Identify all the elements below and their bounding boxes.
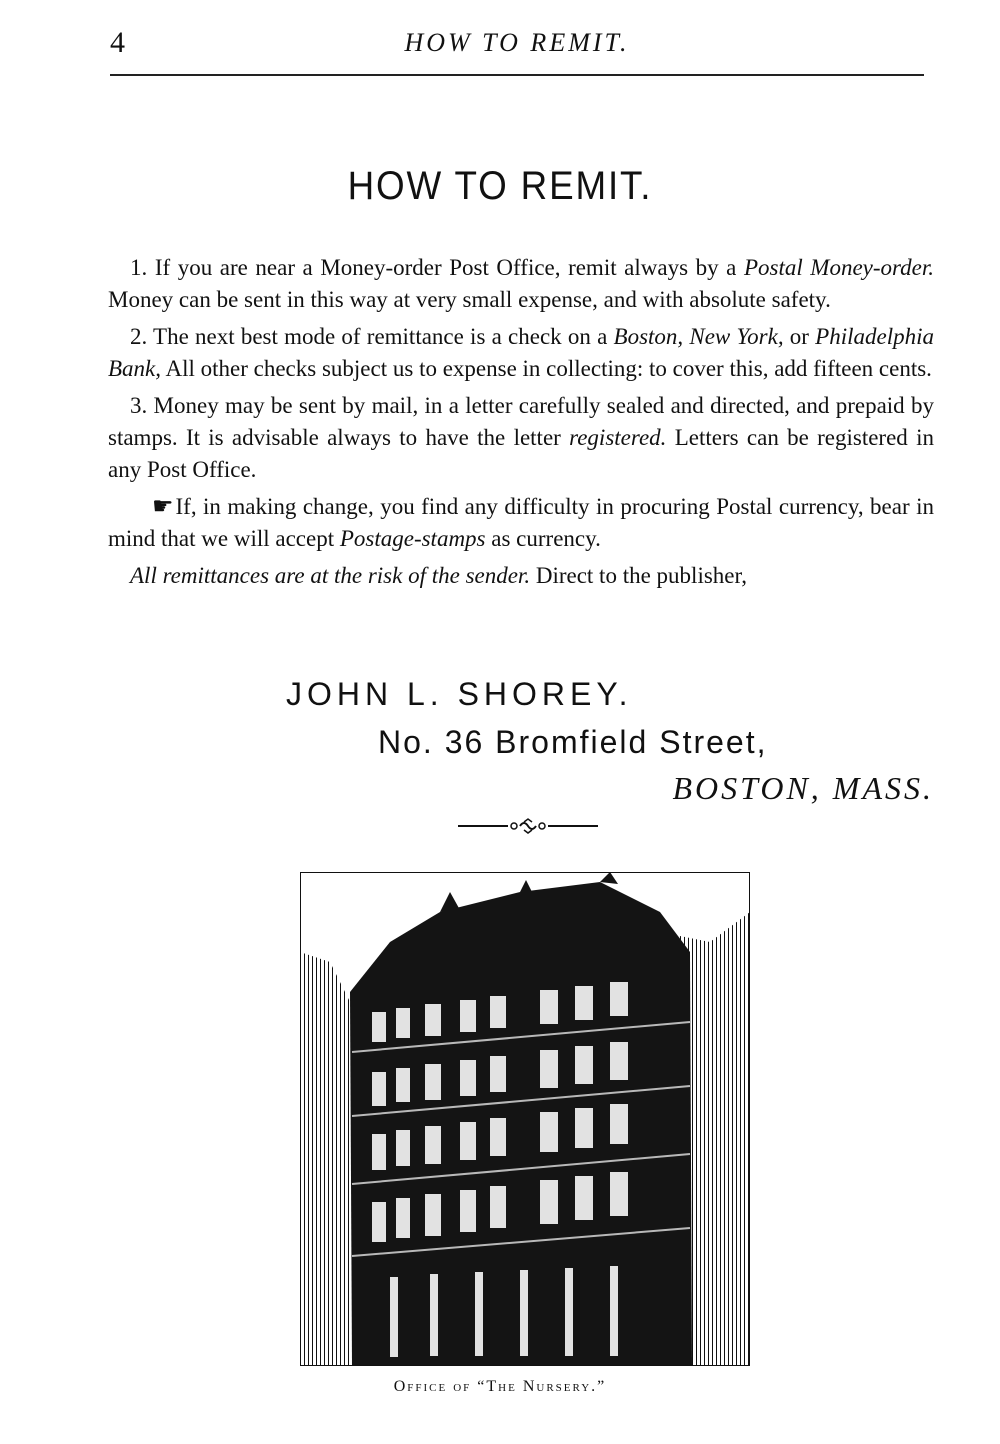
p2-italic-cities: Boston, New York,	[613, 324, 784, 349]
illustration-caption: Office of “The Nursery.”	[393, 1378, 607, 1395]
p4-text: If, in making change, you find any difficulty in procuring Postal currency, bear in mind that we will accept	[108, 494, 934, 551]
publisher-street: No. 36 Bromfield Street,	[378, 724, 768, 760]
page-title: HOW TO REMIT.	[347, 164, 653, 208]
p1-text: 1. If you are near a Money-order Post Office, remit always by a	[130, 255, 744, 280]
p5-text: Direct to the publisher,	[530, 563, 747, 588]
p1-italic: Postal Money-order.	[743, 255, 934, 280]
p5-italic: All remittances are at the risk of the sender.	[130, 563, 531, 588]
remit-instructions	[108, 252, 934, 597]
ornament-divider-icon	[458, 818, 598, 834]
page-number: 4	[110, 26, 125, 59]
paragraph-check	[108, 321, 934, 385]
publisher-name: JOHN L. SHOREY.	[286, 676, 633, 712]
p4-italic: Postage-stamps	[339, 526, 486, 551]
p2-or: or	[783, 324, 816, 349]
p2-text: 2. The next best mode of remittance is a check on a	[130, 324, 614, 349]
p1-text-end: Money can be sent in this way at very small expense, and with absolute safety.	[108, 287, 831, 312]
pointing-hand-icon: ☛	[152, 494, 174, 520]
p4-text-end: as currency.	[485, 526, 601, 551]
paragraph-postage-stamps	[108, 491, 934, 555]
running-head: HOW TO REMIT.	[404, 28, 630, 57]
p2-italic-bank: Philadelphia Bank,	[108, 324, 934, 381]
paragraph-risk	[108, 560, 934, 592]
p3-italic: registered.	[569, 425, 667, 450]
paragraph-money-order	[108, 252, 934, 316]
p2-text-end: All other checks subject us to expense in collecting: to cover this, add fifteen cents.	[161, 356, 932, 381]
paragraph-mail	[108, 390, 934, 486]
p3-text-end: Letters can be registered in any Post Office.	[108, 425, 934, 482]
page-header	[110, 22, 924, 76]
p3-text: 3. Money may be sent by mail, in a letter carefully sealed and directed, and prepaid by stamps. It is advisable always to have the letter	[108, 393, 934, 450]
publisher-city: BOSTON, MASS.	[672, 770, 934, 806]
building-engraving-icon	[300, 872, 750, 1366]
